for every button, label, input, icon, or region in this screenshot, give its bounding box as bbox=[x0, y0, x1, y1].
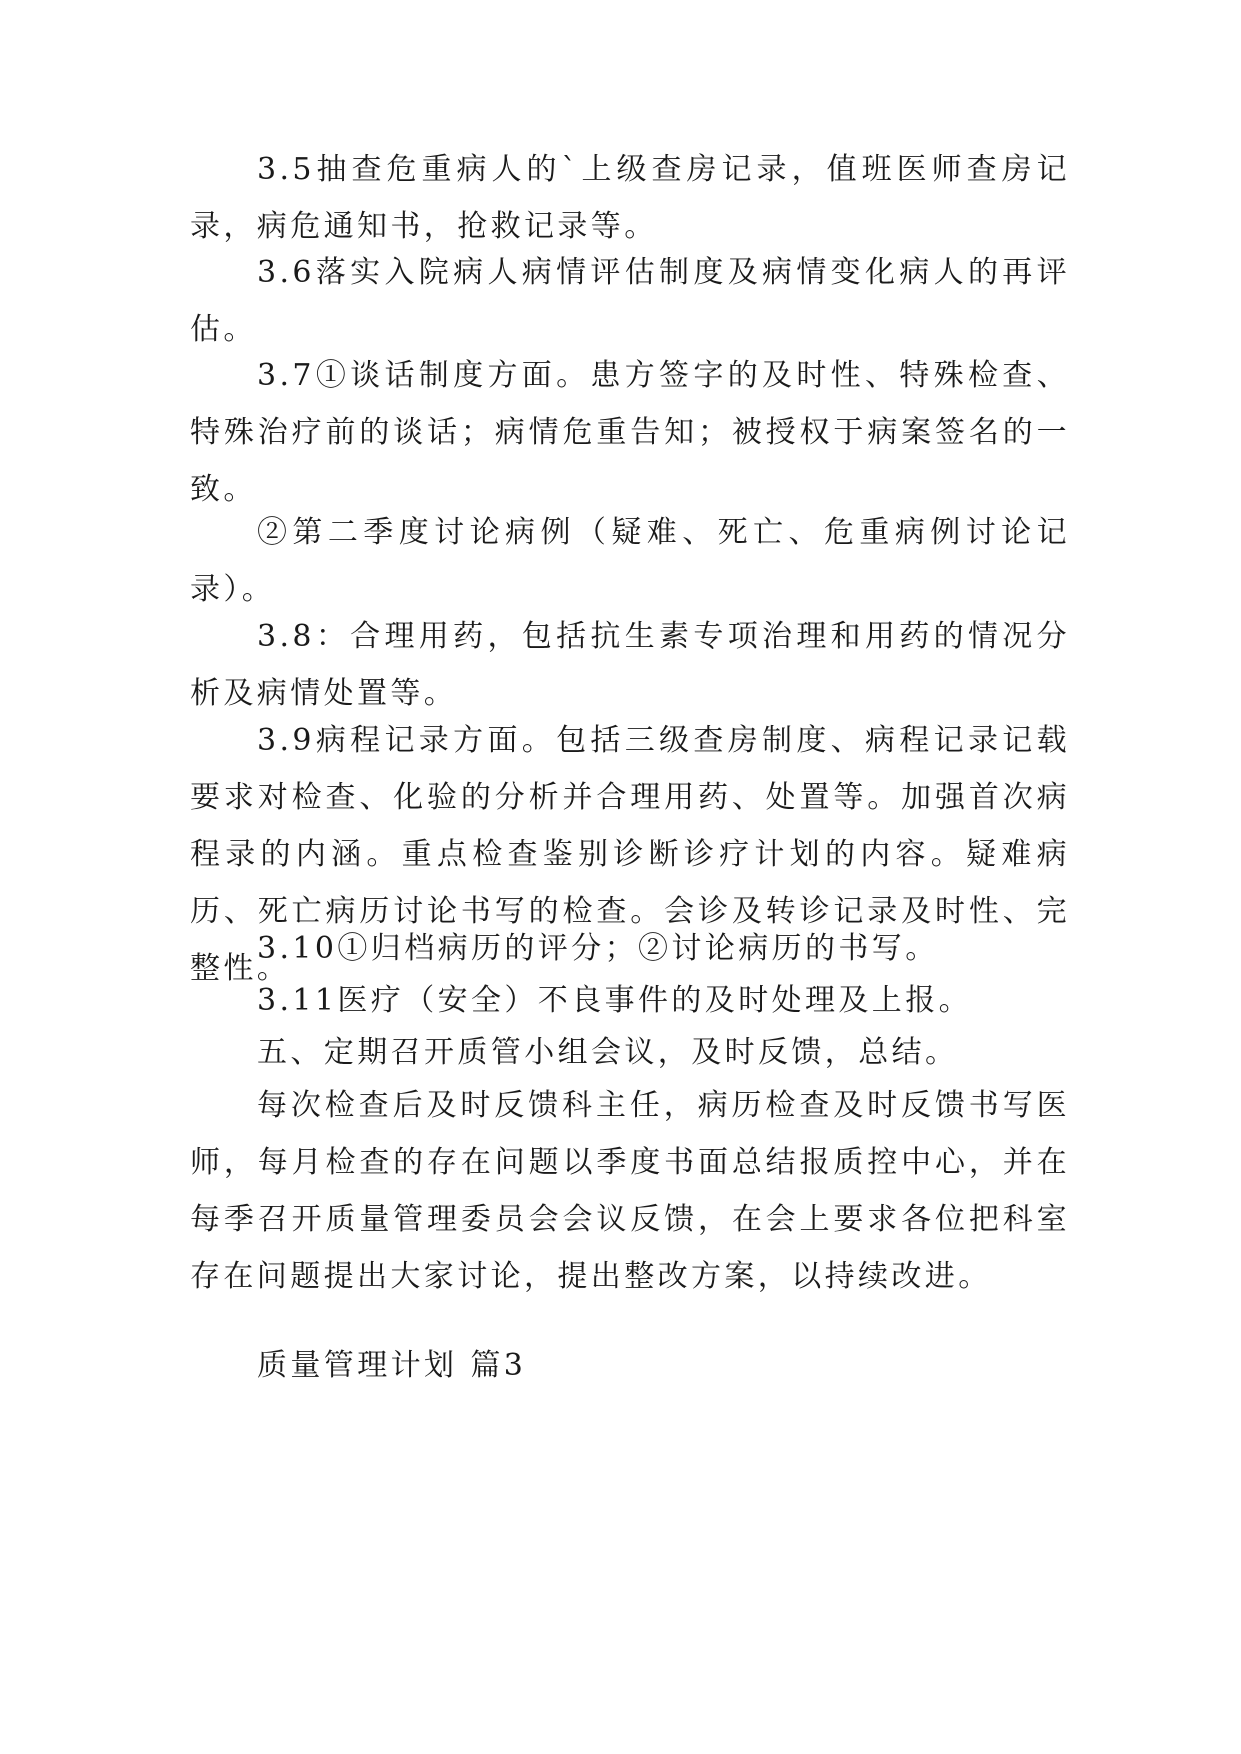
paragraph-3-6: 3.6落实入院病人病情评估制度及病情变化病人的再评估。 bbox=[190, 255, 1070, 347]
paragraph-3-8: 3.8：合理用药，包括抗生素专项治理和用药的情况分析及病情处置等。 bbox=[190, 619, 1070, 711]
section-heading: 质量管理计划 篇3 bbox=[257, 1348, 527, 1383]
paragraph-3-9: 3.9病程记录方面。包括三级查房制度、病程记录记载要求对检查、化验的分析并合理用药、处置等。加强首次病程录的内涵。重点检查鉴别诊断诊疗计划的内容。疑难病历、死亡病历讨论书写的检查。会诊及转诊记录及时性、完整性。 bbox=[190, 723, 1070, 986]
paragraph-feedback: 每次检查后及时反馈科主任，病历检查及时反馈书写医师，每月检查的存在问题以季度书面总结报质控中心，并在每季召开质量管理委员会会议反馈，在会上要求各位把科室存在问题提出大家讨论，提出整改方案，以持续改进。 bbox=[190, 1088, 1070, 1294]
paragraph-3-10: 3.10①归档病历的评分；②讨论病历的书写。 bbox=[257, 931, 939, 966]
paragraph-3-5: 3.5抽查危重病人的`上级查房记录，值班医师查房记录，病危通知书，抢救记录等。 bbox=[190, 152, 1070, 244]
paragraph-section-five: 五、定期召开质管小组会议，及时反馈，总结。 bbox=[257, 1035, 959, 1070]
paragraph-3-7: 3.7①谈话制度方面。患方签字的及时性、特殊检查、特殊治疗前的谈话；病情危重告知；被授权于病案签名的一致。 bbox=[190, 358, 1070, 507]
paragraph-3-11: 3.11医疗（安全）不良事件的及时处理及上报。 bbox=[257, 983, 972, 1018]
paragraph-3-7-case-discussion: ②第二季度讨论病例（疑难、死亡、危重病例讨论记录）。 bbox=[190, 515, 1070, 607]
